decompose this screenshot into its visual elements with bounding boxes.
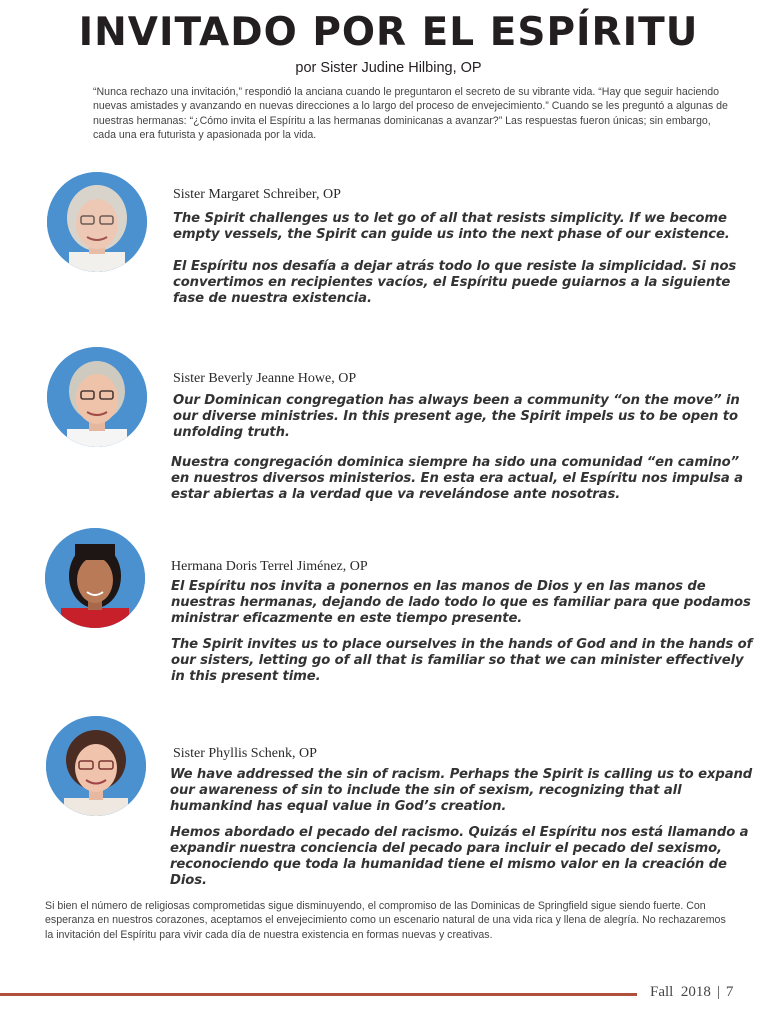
issue-label: Fall 2018	[650, 984, 711, 1000]
profile-name: Sister Phyllis Schenk, OP	[173, 746, 317, 761]
article-byline: por Sister Judine Hilbing, OP	[295, 60, 482, 76]
page-footer	[650, 984, 733, 1001]
footer-separator: |	[716, 984, 720, 1000]
quote-spanish: El Espíritu nos invita a ponernos en las manos de Dios y en las manos de nuestras hermanas, dejando de lado todo lo que es familiar para que podamos ministrar eficazmente en este tiempo presente.	[171, 579, 751, 626]
profile-name: Hermana Doris Terrel Jiménez, OP	[171, 559, 368, 574]
page-number: 7	[725, 984, 734, 1000]
quote-english: The Spirit invites us to place ourselves in the hands of God and in the hands of our sisters, letting go of all that is familiar so that we can minister effectively in this present time.	[171, 637, 753, 684]
portrait-photo	[47, 347, 147, 447]
quote-spanish: Nuestra congregación dominica siempre ha sido una comunidad “en camino” en nuestros diversos ministerios. En esta era actual, el Espíritu nos impulsa a estar abiertas a la verdad que va revelándose ante nosotras.	[171, 455, 743, 502]
portrait-photo	[46, 716, 146, 816]
footer-rule	[0, 993, 637, 996]
quote-english: Our Dominican congregation has always been a community “on the move” in our diverse ministries. In this present age, the Spirit impels us to be open to unfolding truth.	[173, 393, 740, 440]
article-title: INVITADO POR EL ESPÍRITU	[78, 10, 699, 55]
profile-name: Sister Margaret Schreiber, OP	[173, 187, 341, 202]
quote-english: We have addressed the sin of racism. Perhaps the Spirit is calling us to expand our awareness of sin to include the sin of sexism, recognizing that all humankind has equal value in God’s creation.	[170, 767, 753, 814]
article-intro: “Nunca rechazo una invitación,” respondió la anciana cuando le preguntaron el secreto de su vibrante vida. “Hay que seguir haciendo nuevas amistades y avanzando en nuevas direcciones a lo largo del proceso de envejecimiento.” Cuando se les preguntó a algunas de nuestras hermanas: “¿Cómo invita el Espíritu a las hermanas dominicanas a avanzar?” Las respuestas fueron únicas; sin embargo, cada una era futurista y apasionada por la vida.	[93, 86, 728, 142]
article-closing: Si bien el número de religiosas comprometidas sigue disminuyendo, el compromiso de las Dominicas de Springfield sigue siendo fuerte. Con esperanza en nuestros corazones, aceptamos el envejecimiento como un escenario natural de una vida rica y llena de alegría. No rechazaremos la invitación del Espíritu para vivir cada día de nuestra existencia en formas nuevas y creativas.	[45, 900, 726, 941]
portrait-photo	[47, 172, 147, 272]
quote-english: The Spirit challenges us to let go of all that resists simplicity. If we become empty vessels, the Spirit can guide us into the next phase of our existence.	[173, 211, 730, 242]
portrait-photo	[45, 528, 145, 628]
profile-name: Sister Beverly Jeanne Howe, OP	[173, 371, 357, 386]
quote-spanish: El Espíritu nos desafía a dejar atrás todo lo que resiste la simplicidad. Si nos convertimos en recipientes vacíos, el Espíritu puede guiarnos a la siguiente fase de nuestra existencia.	[173, 259, 737, 306]
quote-spanish: Hemos abordado el pecado del racismo. Quizás el Espíritu nos está llamando a expandir nuestra conciencia del pecado para incluir el pecado del sexismo, reconociendo que toda la humanidad tiene el mismo valor en la creación de Dios.	[170, 825, 749, 888]
